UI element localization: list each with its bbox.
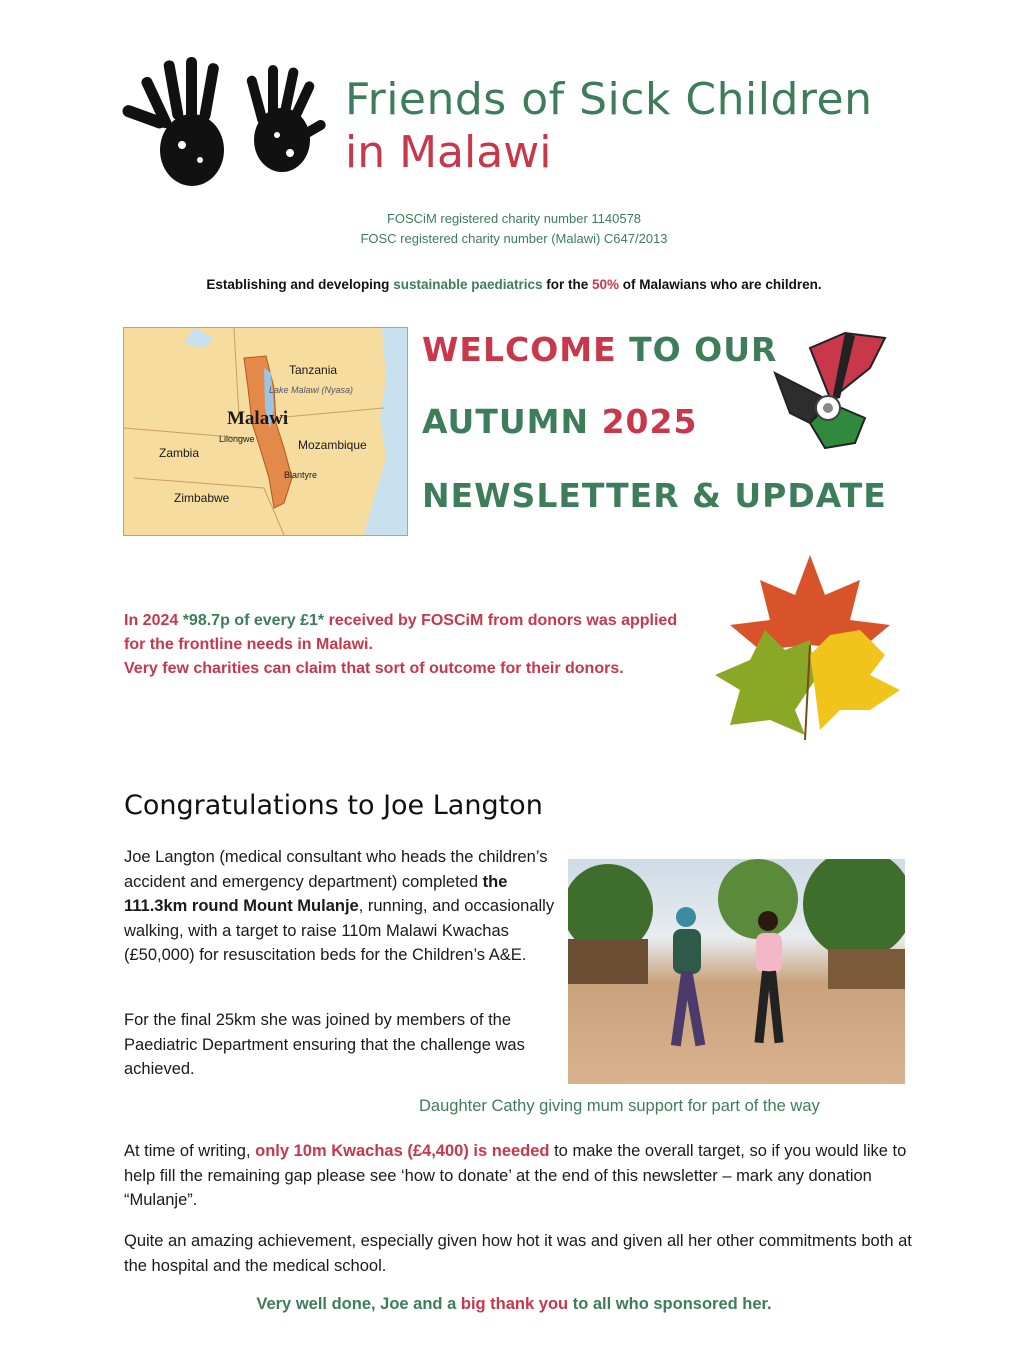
map-label-malawi: Malawi	[227, 408, 289, 429]
logo-title-line1: Friends of Sick Children	[345, 74, 873, 125]
tagline-part2: for the	[542, 277, 592, 292]
para3-highlight: only 10m Kwachas (£4,400) is needed	[255, 1142, 550, 1160]
welcome-word: WELCOME	[422, 330, 617, 369]
donor-note-lead: In 2024	[124, 612, 183, 629]
map-label-blantyre: Blantyre	[284, 470, 318, 480]
para1-bold: the 111.3km round Mount Mulanje	[124, 872, 508, 915]
donor-note-p2: Very few charities can claim that sort of outcome for their donors.	[124, 660, 624, 677]
donor-note-p1	[124, 609, 684, 657]
tagline-highlight1: sustainable paediatrics	[393, 277, 543, 292]
butterfly-icon	[770, 328, 900, 456]
para3-start: At time of writing,	[124, 1142, 256, 1160]
logo-title-line2: in Malawi	[345, 127, 552, 178]
donor-note	[124, 609, 684, 681]
welcome-line1	[422, 330, 777, 369]
map-label-mozambique: Mozambique	[298, 438, 367, 452]
map-label-zimbabwe: Zimbabwe	[174, 491, 230, 505]
map-label-lake: Lake Malawi (Nyasa)	[269, 385, 354, 395]
para1-start: Joe Langton (medical consultant who heads the children’s accident and emergency department) completed	[124, 848, 548, 891]
section-heading: Congratulations to Joe Langton	[124, 790, 543, 821]
para3-end: to make the overall target, so if you would like to help fill the remaining gap please see ‘how to donate’ at the end of this newsletter – mark any donation “Mulanje”.	[124, 1142, 907, 1209]
malawi-map	[123, 327, 408, 536]
tagline-highlight2: 50%	[592, 277, 620, 292]
thanks-start: Very well done, Joe and a	[256, 1295, 461, 1313]
welcome-year: 2025	[601, 402, 698, 441]
welcome-autumn: AUTUMN	[422, 402, 602, 441]
donor-note-rest: received by FOSCiM from donors was applied for the frontline needs in Malawi.	[124, 612, 678, 653]
welcome-to-our: TO OUR	[616, 330, 778, 369]
map-label-zambia: Zambia	[159, 446, 200, 460]
article-para4: Quite an amazing achievement, especially given how hot it was and given all her other commitments both at the hospital and the medical school.	[124, 1232, 912, 1275]
thanks-end: to all who sponsored her.	[568, 1295, 772, 1313]
thanks-line	[0, 1295, 1028, 1314]
donor-note-figure: *98.7p of every £1*	[182, 612, 325, 629]
photo-caption: Daughter Cathy giving mum support for part of the way	[419, 1097, 820, 1115]
running-photo	[568, 859, 905, 1084]
article-para2: For the final 25km she was joined by members of the Paediatric Department ensuring that the challenge was achieved.	[124, 1011, 525, 1078]
welcome-line2	[422, 402, 697, 441]
charity-number-2: FOSC registered charity number (Malawi) C647/2013	[360, 231, 668, 246]
tagline	[0, 277, 1028, 292]
thanks-highlight: big thank you	[460, 1295, 569, 1313]
tagline-part1: Establishing and developing	[206, 277, 394, 292]
para1-end: , running, and occasionally walking, with a target to raise 110m Malawi Kwachas (£50,000) for resuscitation beds for the Children’s A&E.	[124, 897, 555, 964]
map-label-tanzania: Tanzania	[289, 363, 338, 377]
article-para1	[124, 845, 564, 968]
tagline-part3: of Malawians who are children.	[619, 277, 822, 292]
autumn-leaves-icon	[710, 550, 910, 745]
welcome-line3: NEWSLETTER & UPDATE	[422, 476, 887, 515]
article-para3	[124, 1139, 914, 1213]
map-label-lilongwe: Lilongwe	[219, 434, 255, 444]
handprints-logo-icon	[122, 55, 327, 190]
charity-number-1: FOSCiM registered charity number 1140578	[386, 211, 642, 226]
